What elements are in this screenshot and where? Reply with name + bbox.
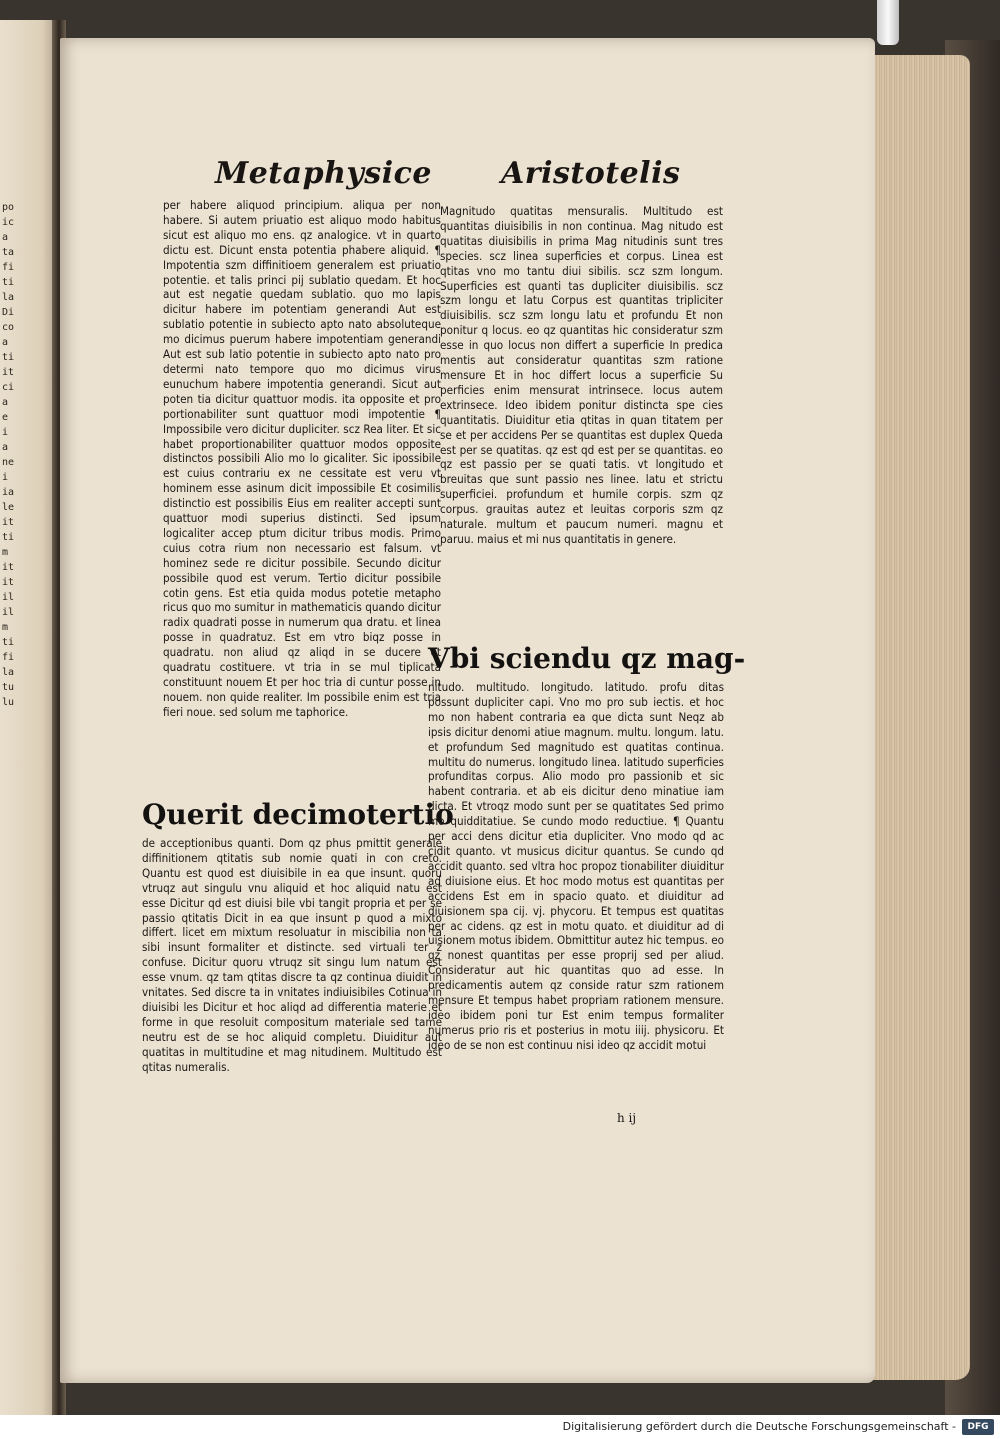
left-column-text: per habere aliquod principium. aliqua per non habere. Si autem priuatio est aliquo modo habitus sicut est aliquo mo ens. qz analogice. vt in quarto dictu est. Dicunt ensta potentia phabere aliquid. ¶ Impotentia szm diffinitioem generalem est priuatio potentie. et talis princi pij sublatio quedam. Et hoc aut est negatie quedam sublatio. quo mo lapis dicitur habere im potentiam generandi Aut est sublatio potentie in subiecto apto nato absoluteque mo dicimus puerum habere impotentiam generandi Aut est sub latio potentie in subiecto apto nato pro determi nato tempore quo mo dicimus virus eunuchum habere impotentia generandi. Sicut aut poten tia dicitur quattuor modis. ita opposite et pro portionabiliter sunt quattuor modi impotentie ¶ Impossibile vero dicitur dupliciter. scz Rea liter. Et sic habet proportionabiliter quattuor modos opposite distinctos possibili Alio mo lo gicaliter. Sic ipossibile est cuius contrariu ex ne cessitate est veru vt hominem esse asinum dicit impossibile Et cosimilis distinctio est possibilis Eius em realiter accepti sunt quattuor modi superius distincti. Sed ipsum logicaliter accep ptum dicitur tribus modis. Primo cuius cotra rium non necessario est falsum. vt hominez sede re dicitur possibile. Secundo dicitur possibile quod est verum. Tertio dicitur possibile cotin gens. Est etia quida modus potetie metapho ricus quo mo sumitur in mathematicis quando dicitur radix quadrati posse in numerum qua dratu. et linea posse in quadratuz. Est em vtro biqz posse in quadratu. non aliud qz aliqd in se ducere et quadratu costituere. vt tria in se mul tiplicata constituunt nouem Et per hoc tria di cuntur posse in nouem. non quide realiter. Im possibile enim est tria fieri noue. sed solum me taphorice. — [163, 198, 441, 719]
footer-credit: Digitalisierung gefördert durch die Deutsche Forschungsgemeinschaft - — [562, 1420, 956, 1433]
printed-page — [60, 38, 875, 1383]
right-column-text: Magnitudo quatitas mensuralis. Multitudo est quantitas diuisibilis in non continua. Mag nitudo est quatitas diuisibilis in prima Mag nitudinis sunt tres species. scz linea superficies et corpus. Linea est qtitas vno mo tantu diui sibilis. scz szm longum. Superficies est quanti tas dupliciter diuisibilis. scz szm longu et latu Corpus est quantitas tripliciter diuisibilis. scz szm longu latu et profundu Et non ponitur q locus. eo qz quantitas hic consideratur szm esse in quo locus non differt a superficie In predica mentis aut consideratur quantitas szm ratione mensure Et in hoc differt locus a superficie Su perficies enim mensurat intrinsece. locus autem extrinsece. Ideo ibidem ponitur distincta spe cies quantitatis. Diuiditur etia qtitas in quan titatem per se et per accidens Per se quantitas est duplex Queda est per se quatitas. qz est qd est per se quantitas. eo qz est passio per se quati tatis. vt longitudo et breuitas que sunt passio nes linee. latu et strictu superficiei. profundum et humile corpis. szm qz corpus. grauitas autez et leuitas corporis szm qz naturale. multum et paucum numeri. magnu et paruu. maius et mi nus quantitatis in genere. — [440, 204, 723, 546]
running-head-left: Metaphysice — [215, 156, 432, 191]
section-heading-right: Vbi sciendu qz mag- — [428, 642, 746, 675]
right-column-lower — [428, 642, 746, 1053]
left-column-lower — [142, 798, 454, 1075]
section-heading-left: Querit decimotertio — [142, 798, 454, 831]
page-edges — [860, 55, 970, 1380]
left-column-lower-text: de acceptionibus quanti. Dom qz phus pmittit generale diffinitionem qtitatis sub nomie quati in con creto. Quantu est quod est diuisibile in ea que insunt. quoru vtruqz aut singulu vnu aliquid et hoc aliquid natu est esse Dicitur qd est diuisi bile vbi tangit propria et per se passio qtitatis Dicit in ea que insunt p quod a mixto differt. licet em mixtum resoluatur in miscibilia non ta sibi insunt formaliter et distincte. sed virtuali ter z confuse. Dicitur quoru vtruqz sit singu lum natum est esse vnum. qz tam qtitas discre ta qz continua diuidit in vnitates. Sed discre ta in vnitates indiuisibiles Cotinua in diuisibi les Dicitur et hoc aliqd ad differentia materie et forme in que resoluit compositum materiale sed tame neutru est de se hoc aliquid completu. Diuiditur aut quatitas in multitudine et mag nitudinem. Multitudo est qtitas numeralis. — [142, 836, 442, 1074]
clip-strap — [877, 0, 899, 45]
facing-page — [0, 20, 60, 1415]
running-head-right: Aristotelis — [501, 156, 681, 191]
footer-bar — [0, 1415, 1000, 1439]
signature-mark: h ij — [617, 1111, 637, 1125]
left-column-upper — [163, 198, 441, 720]
right-column-upper — [440, 204, 723, 547]
dfg-logo[interactable]: DFG — [962, 1419, 994, 1435]
right-column-lower-text: nitudo. multitudo. longitudo. latitudo. profu ditas possunt dupliciter capi. Vno mo pro sub iectis. et hoc mo non habent contraria ea que dicta sunt Neqz ab ipsis dicitur denomi atiue magnum. multu. longum. latu. et profundum Sed magnitudo est quatitas continua. multitu do numerus. longitudo linea. latitudo superficies profunditas corpus. Alio modo pro passionib et sic habent contraria. et ab eis dicitur deno minatiue iam dicta. Et vtroqz modo sunt per se quatitates Sed primo mo quidditatiue. Se cundo modo reductiue. ¶ Quantu per acci dens dicitur etia dupliciter. Vno modo qd ac cidit quanto. vt musicus dicitur quantus. Se cundo qd accidit quanto. sed vltra hoc propoz tionabiliter diuiditur ad diuisione eius. Et hoc modo motus est quantitas per accidens Est em in spacio quato. et diuiditur ad diuisionem spa cij. vj. phycoru. Et tempus est quatitas per ac cidens. qz est in motu quato. et diuiditur ad di uisionem motus ibidem. Obmittitur autez hic tempus. eo qz nonest quantitas per esse proprij sed per aliud. Consideratur aut hic quantitas quo ad esse. In predicamentis autem qz conside ratur szm rationem mensure Et tempus habet propriam rationem mensure. ideo ibidem poni tur Est enim tempus formaliter numerus prio ris et posterius in motu iiij. physicoru. Et ideo de se non est continuu nisi ideo qz accidit motui — [428, 680, 724, 1052]
facing-page-fragment: po ic a ta fi ti la Di co a ti it ci a e i a ne i ia le it ti m it it il il m ti fi la tu lu — [2, 202, 15, 708]
